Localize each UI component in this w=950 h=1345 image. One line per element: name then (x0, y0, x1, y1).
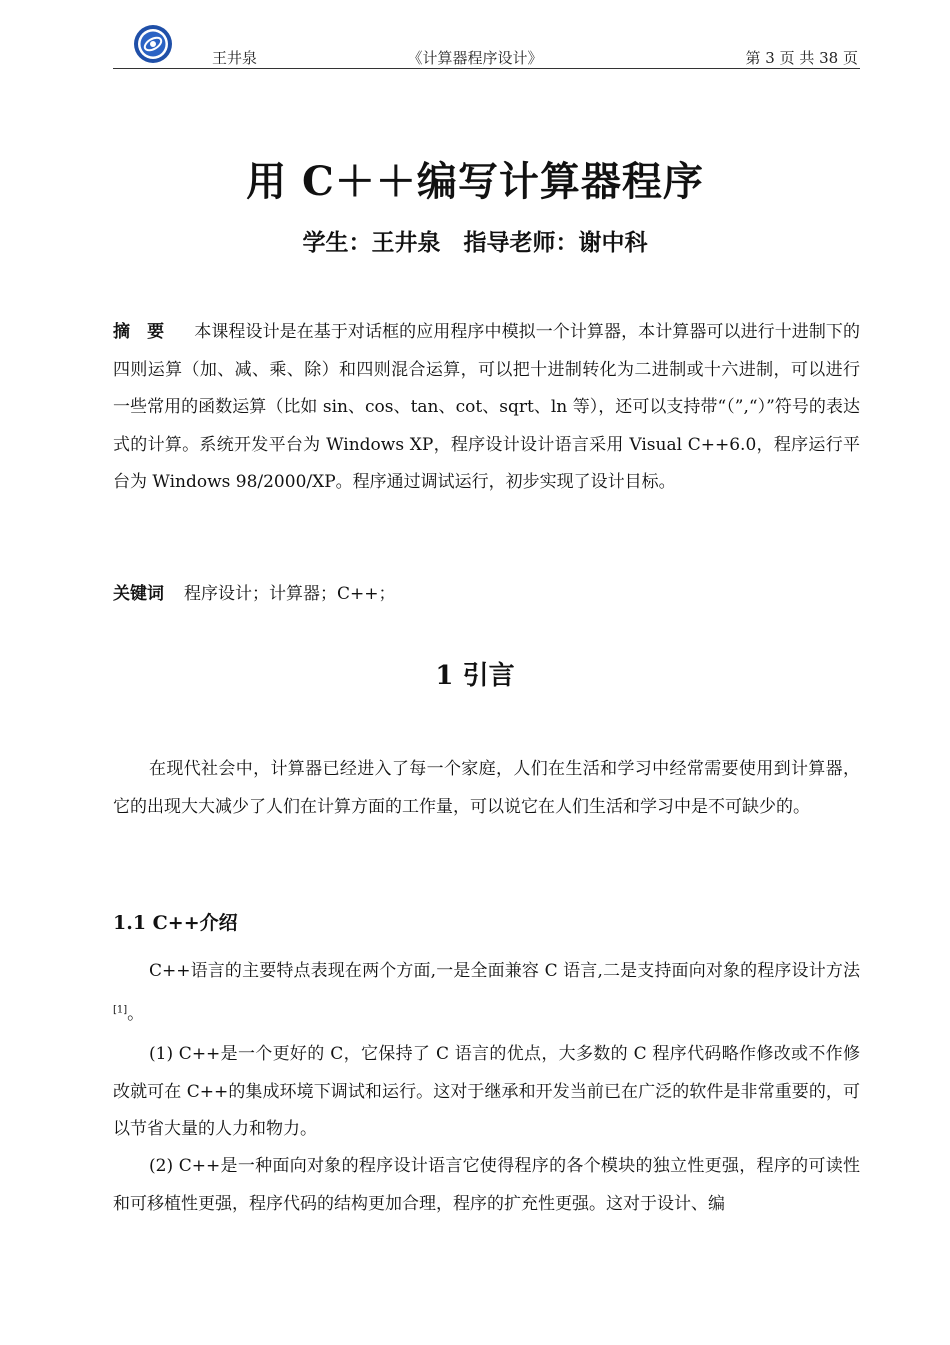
cpp-intro-text: C++语言的主要特点表现在两个方面,一是全面兼容 C 语言,二是支持面向对象的程序设计方法 (149, 961, 860, 981)
header-course: 《计算器程序设计》 (407, 49, 543, 67)
author-line: 学生：王井泉 指导老师：谢中科 (302, 229, 648, 256)
cpp-point-1: (1) C++是一个更好的 C，它保持了 C 语言的优点，大多数的 C 程序代码略作修改或不作修改就可在 C++的集成环境下调试和运行。这对于继承和开发当前已在广泛的软件是非常重要的，可以节省大量的人力和物力。 (113, 1044, 860, 1139)
cpp-point-2: (2) C++是一种面向对象的程序设计语言它使得程序的各个模块的独立性更强，程序的可读性和可移植性更强，程序代码的结构更加合理，程序的扩充性更强。这对于设计、编 (113, 1156, 860, 1214)
header-author: 王井泉 (212, 49, 258, 67)
cpp-intro-paragraph (113, 950, 860, 1036)
header-page-info: 第 3 页 共 38 页 (745, 49, 858, 67)
paper-title: 用 C＋＋编写计算器程序 (246, 158, 704, 205)
section-heading-introduction: 1 引言 (435, 661, 515, 691)
subsection-heading-cpp: 1.1 C++介绍 (113, 912, 238, 934)
keywords-text: 程序设计；计算器；C++； (184, 584, 396, 604)
keywords (113, 576, 860, 614)
citation-ref: [1] (113, 1004, 128, 1016)
cpp-intro-end: 。 (127, 1004, 145, 1024)
header-divider (113, 68, 860, 69)
keywords-label: 关键词 (113, 584, 164, 604)
abstract-label: 摘 要 (113, 322, 165, 342)
abstract (113, 314, 860, 502)
introduction-paragraph: 在现代社会中，计算器已经进入了每一个家庭，人们在生活和学习中经常需要使用到计算器，它的出现大大减少了人们在计算方面的工作量，可以说它在人们生活和学习中是不可缺少的。 (113, 759, 860, 817)
abstract-text: 本课程设计是在基于对话框的应用程序中模拟一个计算器，本计算器可以进行十进制下的四则运算（加、减、乘、除）和四则混合运算，可以把十进制转化为二进制或十六进制，可以进行一些常用的函数运算（比如 sin、cos、tan、cot、sqrt、ln 等），还可以支持带“（”,“）”符号的表达式的计算。系统开发平台为 Windows XP，程序设计设计语言采用 Visual C++6.0，程序运行平台为 Windows 98/2000/XP。程序通过调试运行，初步实现了设计目标。 (113, 322, 861, 492)
